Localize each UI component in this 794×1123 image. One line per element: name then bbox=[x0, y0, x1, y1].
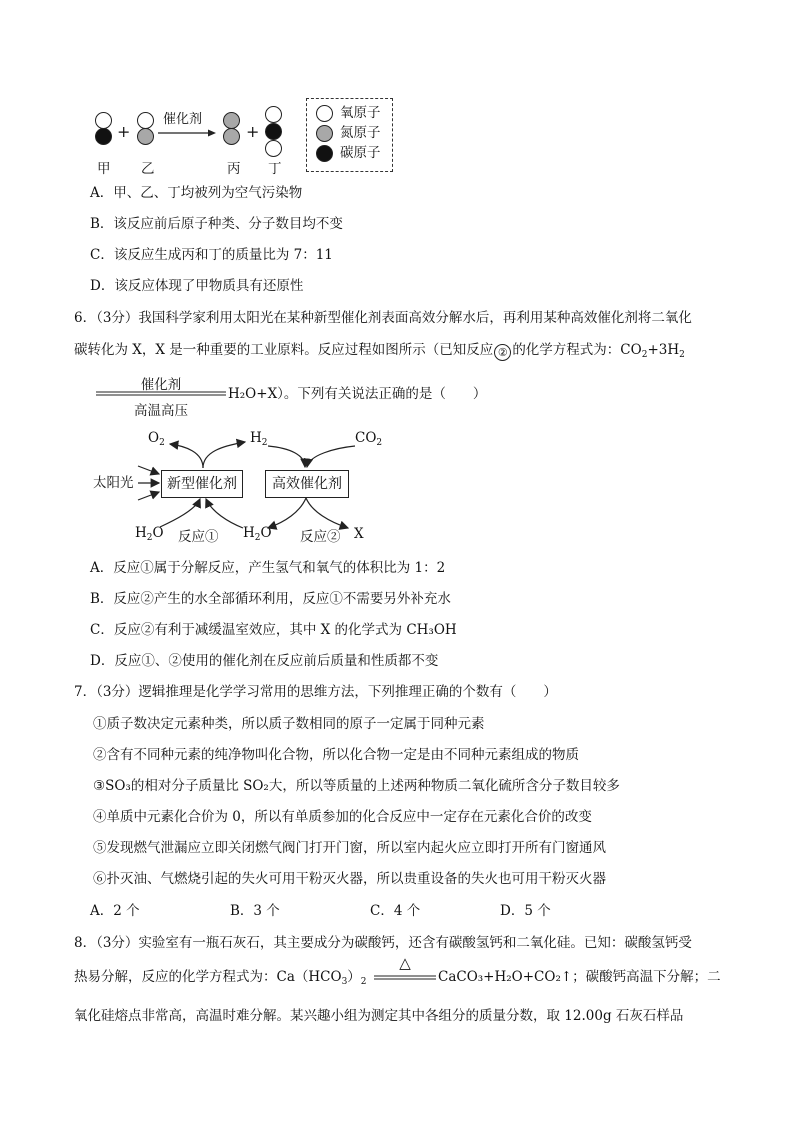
q6-condition-bottom: 高温高压 bbox=[134, 403, 188, 419]
q7-stem: 7．（3分）逻辑推理是化学学习常用的思维方法，下列推理正确的个数有（ ） bbox=[74, 684, 557, 700]
catalyst-label: 催化剂 bbox=[163, 112, 203, 127]
sunlight-label: 太阳光 bbox=[93, 475, 134, 491]
label-bing: 丙 bbox=[227, 161, 241, 177]
new-catalyst-box: 新型催化剂 bbox=[161, 470, 243, 498]
q5-option-c: C．该反应生成丙和丁的质量比为 7：11 bbox=[90, 247, 333, 263]
q8-heat-symbol: △ bbox=[399, 954, 411, 972]
q5-option-a: A．甲、乙、丁均被列为空气污染物 bbox=[90, 185, 303, 201]
o2-label: $O_2$ bbox=[148, 430, 165, 448]
label-yi: 乙 bbox=[141, 161, 155, 177]
q7-choice-a: A．2 个 bbox=[90, 903, 140, 919]
reaction-1-label: 反应① bbox=[178, 529, 219, 545]
q6-stem-line2: 碳转化为 X，X 是一种重要的工业原料。反应过程如图所示（已知反应 ② 的化学方程式为：$CO_2+3H_2$ bbox=[74, 342, 685, 360]
q7-item-6: ⑥扑灭油、气燃烧引起的失火可用干粉灭火器，所以贵重设备的失火也可用干粉灭火器 bbox=[93, 871, 606, 887]
q5-option-d: D．该反应体现了甲物质具有还原性 bbox=[90, 278, 304, 294]
q7-choice-c: C．4 个 bbox=[370, 903, 421, 919]
q7-item-4: ④单质中元素化合价为 0，所以有单质参加的化合反应中一定存在元素化合价的改变 bbox=[93, 809, 592, 825]
label-jia: 甲 bbox=[97, 161, 111, 177]
q6-option-d: D．反应①、②使用的催化剂在反应前后质量和性质都不变 bbox=[90, 653, 439, 669]
plus-sign: + bbox=[246, 122, 260, 141]
co2-label: $CO_2$ bbox=[355, 430, 383, 448]
h2o-in-label: $H_2O$ bbox=[135, 525, 164, 543]
label-ding: 丁 bbox=[268, 161, 282, 177]
q8-stem-line3: 氧化硅熔点非常高，高温时难分解。某兴趣小组为测定其中各组分的质量分数，取 12.00g 石灰石样品 bbox=[74, 1008, 684, 1024]
q7-item-2: ②含有不同种元素的纯净物叫化合物，所以化合物一定是由不同种元素组成的物质 bbox=[93, 747, 579, 763]
q6-stem-line3: H₂O+X）。下列有关说法正确的是（ ） bbox=[228, 386, 487, 402]
q7-item-3: ③SO₃的相对分子质量比 SO₂大，所以等质量的上述两种物质二氧化硫所含分子数目较多 bbox=[93, 778, 620, 794]
q6-option-a: A．反应①属于分解反应，产生氢气和氧气的体积比为 1：2 bbox=[90, 560, 446, 576]
q8-equals-bar bbox=[374, 975, 436, 981]
q6-condition-top: 催化剂 bbox=[140, 377, 182, 393]
h2-label: $H_2$ bbox=[250, 430, 268, 448]
q6-option-c: C．反应②有利于减缓温室效应，其中 X 的化学式为 CH₃OH bbox=[90, 622, 457, 638]
q8-stem-line2-post: CaCO₃+H₂O+CO₂↑；碳酸钙高温下分解；二 bbox=[438, 969, 721, 985]
q6-arrows bbox=[0, 0, 794, 560]
q8-stem-line1: 8．（3分）实验室有一瓶石灰石，其主要成分为碳酸钙，还含有碳酸氢钙和二氧化硅。已知：碳酸氢钙受 bbox=[74, 935, 692, 951]
q7-choice-d: D．5 个 bbox=[500, 903, 551, 919]
q6-option-b: B．反应②产生的水全部循环利用，反应①不需要另外补充水 bbox=[90, 591, 451, 607]
legend-nitrogen-label: 氮原子 bbox=[340, 125, 381, 141]
reaction-2-label: 反应② bbox=[300, 529, 341, 545]
legend-carbon-label: 碳原子 bbox=[340, 145, 381, 161]
q7-item-1: ①质子数决定元素种类，所以质子数相同的原子一定属于同种元素 bbox=[93, 716, 485, 732]
q5-option-b: B．该反应前后原子种类、分子数目均不变 bbox=[90, 216, 343, 232]
q8-stem-line2: 热易分解，反应的化学方程式为：$Ca(HCO_3)_2$ bbox=[74, 969, 367, 987]
q7-choice-b: B．3 个 bbox=[230, 903, 280, 919]
h2o-out-label: $H_2O$ bbox=[243, 525, 272, 543]
legend-oxygen-label: 氧原子 bbox=[340, 105, 381, 121]
x-label: X bbox=[354, 526, 364, 542]
plus-sign: + bbox=[117, 122, 131, 141]
efficient-catalyst-box: 高效催化剂 bbox=[265, 470, 349, 498]
q6-stem-line1: 6．（3分）我国科学家利用太阳光在某种新型催化剂表面高效分解水后，再利用某种高效催化剂将二氧化 bbox=[74, 310, 692, 326]
q7-item-5: ⑤发现燃气泄漏应立即关闭燃气阀门打开门窗，所以室内起火应立即打开所有门窗通风 bbox=[93, 840, 606, 856]
